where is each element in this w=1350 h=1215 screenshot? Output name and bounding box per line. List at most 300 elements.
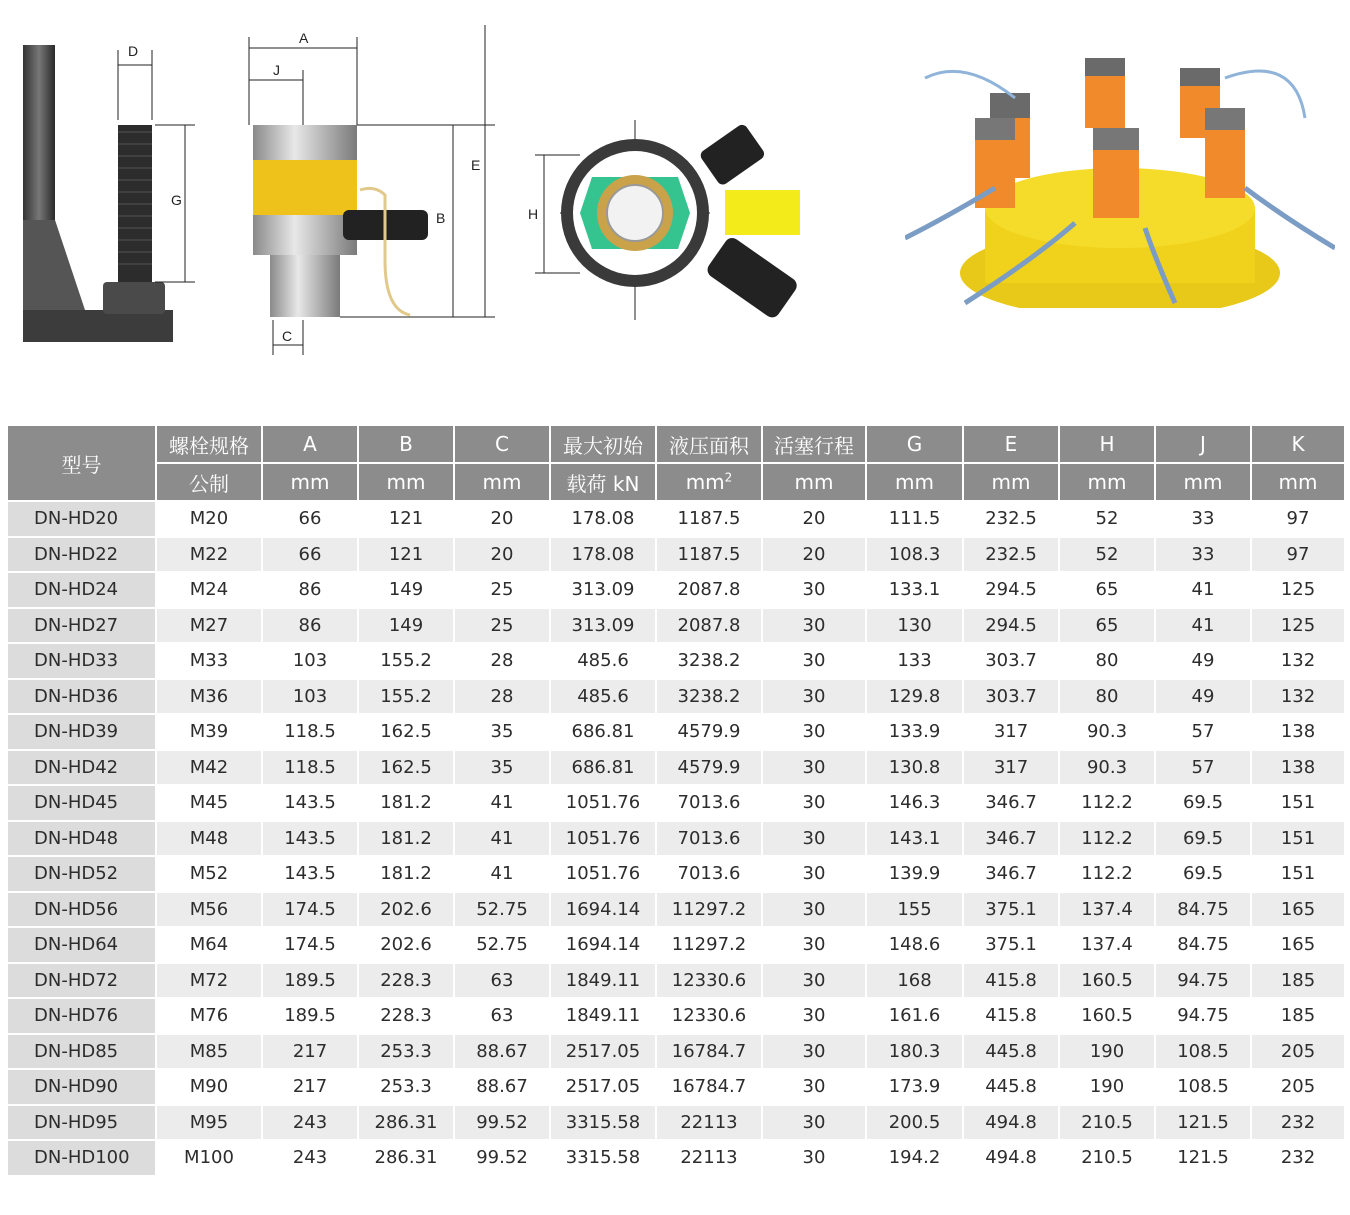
dim-label-c: C xyxy=(282,328,293,344)
table-cell: 86 xyxy=(262,572,358,608)
spec-table-body xyxy=(7,501,1345,1176)
table-cell: M24 xyxy=(156,572,262,608)
tensioner-side-figure xyxy=(235,15,515,360)
table-cell: M52 xyxy=(156,856,262,892)
table-cell: 41 xyxy=(1155,572,1251,608)
table-row xyxy=(7,856,1345,892)
header-unit-cell: 载荷 kN xyxy=(550,463,656,501)
table-cell: 189.5 xyxy=(262,963,358,999)
table-cell: 57 xyxy=(1155,714,1251,750)
header-cell: J xyxy=(1155,425,1251,463)
table-cell: 139.9 xyxy=(866,856,963,892)
bolt-dimension-figure xyxy=(15,20,225,370)
table-cell: 346.7 xyxy=(963,856,1059,892)
table-cell: 228.3 xyxy=(358,963,454,999)
table-cell: 84.75 xyxy=(1155,927,1251,963)
table-cell: 173.9 xyxy=(866,1069,963,1105)
table-row xyxy=(7,1069,1345,1105)
table-cell: 16784.7 xyxy=(656,1069,762,1105)
table-cell: 303.7 xyxy=(963,679,1059,715)
table-cell: 210.5 xyxy=(1059,1105,1155,1141)
table-cell: 112.2 xyxy=(1059,821,1155,857)
table-cell: 232 xyxy=(1251,1105,1345,1141)
table-row xyxy=(7,821,1345,857)
table-cell: 2087.8 xyxy=(656,572,762,608)
table-cell: 103 xyxy=(262,643,358,679)
model-cell: DN-HD100 xyxy=(7,1140,156,1176)
table-cell: 494.8 xyxy=(963,1140,1059,1176)
model-cell: DN-HD76 xyxy=(7,998,156,1034)
table-cell: 80 xyxy=(1059,679,1155,715)
table-cell: 243 xyxy=(262,1140,358,1176)
table-cell: 11297.2 xyxy=(656,927,762,963)
table-cell: 155 xyxy=(866,892,963,928)
header-unit-cell: mm xyxy=(1251,463,1345,501)
table-cell: 112.2 xyxy=(1059,856,1155,892)
table-cell: 161.6 xyxy=(866,998,963,1034)
table-row xyxy=(7,785,1345,821)
table-cell: 30 xyxy=(762,714,866,750)
table-cell: 4579.9 xyxy=(656,714,762,750)
table-cell: 49 xyxy=(1155,643,1251,679)
header-unit-cell: 公制 xyxy=(156,463,262,501)
table-cell: 99.52 xyxy=(454,1140,550,1176)
table-cell: 151 xyxy=(1251,856,1345,892)
table-cell: 1849.11 xyxy=(550,963,656,999)
table-cell: 30 xyxy=(762,608,866,644)
model-cell: DN-HD22 xyxy=(7,537,156,573)
table-row xyxy=(7,1034,1345,1070)
model-cell: DN-HD56 xyxy=(7,892,156,928)
table-cell: 143.5 xyxy=(262,785,358,821)
table-cell: 41 xyxy=(454,821,550,857)
table-row xyxy=(7,892,1345,928)
table-cell: 174.5 xyxy=(262,892,358,928)
table-cell: 165 xyxy=(1251,927,1345,963)
table-cell: 4579.9 xyxy=(656,750,762,786)
table-cell: 22113 xyxy=(656,1140,762,1176)
header-cell: A xyxy=(262,425,358,463)
table-cell: 445.8 xyxy=(963,1034,1059,1070)
table-cell: 121.5 xyxy=(1155,1140,1251,1176)
table-cell: 294.5 xyxy=(963,608,1059,644)
table-cell: 41 xyxy=(454,856,550,892)
table-cell: 137.4 xyxy=(1059,892,1155,928)
table-cell: 162.5 xyxy=(358,714,454,750)
header-cell: B xyxy=(358,425,454,463)
table-cell: 243 xyxy=(262,1105,358,1141)
table-row xyxy=(7,998,1345,1034)
table-cell: 33 xyxy=(1155,501,1251,537)
table-cell: 112.2 xyxy=(1059,785,1155,821)
table-cell: 2087.8 xyxy=(656,608,762,644)
header-cell: H xyxy=(1059,425,1155,463)
table-cell: 69.5 xyxy=(1155,821,1251,857)
table-cell: M90 xyxy=(156,1069,262,1105)
table-row xyxy=(7,572,1345,608)
table-cell: 108.5 xyxy=(1155,1069,1251,1105)
table-cell: 317 xyxy=(963,714,1059,750)
table-cell: 313.09 xyxy=(550,608,656,644)
model-cell: DN-HD72 xyxy=(7,963,156,999)
table-cell: 1051.76 xyxy=(550,821,656,857)
table-cell: 97 xyxy=(1251,501,1345,537)
table-cell: 111.5 xyxy=(866,501,963,537)
spec-table xyxy=(6,424,1346,1177)
table-cell: 149 xyxy=(358,608,454,644)
table-cell: M42 xyxy=(156,750,262,786)
table-cell: 35 xyxy=(454,714,550,750)
table-cell: 11297.2 xyxy=(656,892,762,928)
table-cell: 86 xyxy=(262,608,358,644)
table-cell: 49 xyxy=(1155,679,1251,715)
table-cell: 7013.6 xyxy=(656,821,762,857)
table-cell: 181.2 xyxy=(358,856,454,892)
table-cell: 151 xyxy=(1251,821,1345,857)
table-cell: 160.5 xyxy=(1059,998,1155,1034)
table-cell: 138 xyxy=(1251,714,1345,750)
header-cell: G xyxy=(866,425,963,463)
table-cell: 12330.6 xyxy=(656,963,762,999)
table-cell: 217 xyxy=(262,1069,358,1105)
dim-label-g: G xyxy=(171,192,182,208)
table-cell: 65 xyxy=(1059,608,1155,644)
table-cell: 66 xyxy=(262,537,358,573)
table-cell: 30 xyxy=(762,785,866,821)
header-row-2 xyxy=(7,463,1345,501)
table-cell: 317 xyxy=(963,750,1059,786)
table-cell: M95 xyxy=(156,1105,262,1141)
header-unit-cell: mm xyxy=(963,463,1059,501)
table-cell: 121.5 xyxy=(1155,1105,1251,1141)
table-cell: 168 xyxy=(866,963,963,999)
table-cell: 174.5 xyxy=(262,927,358,963)
table-cell: 185 xyxy=(1251,963,1345,999)
table-cell: 52 xyxy=(1059,501,1155,537)
table-row xyxy=(7,643,1345,679)
dim-label-h: H xyxy=(528,206,539,222)
table-cell: 28 xyxy=(454,643,550,679)
table-cell: 232.5 xyxy=(963,537,1059,573)
table-cell: M64 xyxy=(156,927,262,963)
table-cell: 445.8 xyxy=(963,1069,1059,1105)
table-cell: 148.6 xyxy=(866,927,963,963)
header-cell: 螺栓规格 xyxy=(156,425,262,463)
table-cell: 286.31 xyxy=(358,1105,454,1141)
table-cell: 228.3 xyxy=(358,998,454,1034)
table-cell: M45 xyxy=(156,785,262,821)
table-cell: 143.5 xyxy=(262,856,358,892)
table-cell: 57 xyxy=(1155,750,1251,786)
table-cell: 65 xyxy=(1059,572,1155,608)
area-unit: mm xyxy=(685,470,725,494)
table-cell: M85 xyxy=(156,1034,262,1070)
table-cell: 375.1 xyxy=(963,892,1059,928)
table-cell: 125 xyxy=(1251,572,1345,608)
table-row xyxy=(7,608,1345,644)
table-cell: 1694.14 xyxy=(550,892,656,928)
table-cell: 180.3 xyxy=(866,1034,963,1070)
table-cell: 130.8 xyxy=(866,750,963,786)
table-cell: 1694.14 xyxy=(550,927,656,963)
table-cell: 118.5 xyxy=(262,750,358,786)
table-cell: 151 xyxy=(1251,785,1345,821)
table-cell: 16784.7 xyxy=(656,1034,762,1070)
table-cell: 138 xyxy=(1251,750,1345,786)
table-cell: 30 xyxy=(762,750,866,786)
table-cell: 189.5 xyxy=(262,998,358,1034)
table-cell: 121 xyxy=(358,537,454,573)
table-cell: M56 xyxy=(156,892,262,928)
table-cell: 30 xyxy=(762,856,866,892)
model-cell: DN-HD52 xyxy=(7,856,156,892)
model-cell: DN-HD27 xyxy=(7,608,156,644)
model-cell: DN-HD36 xyxy=(7,679,156,715)
table-cell: 303.7 xyxy=(963,643,1059,679)
table-cell: 155.2 xyxy=(358,643,454,679)
table-cell: 108.5 xyxy=(1155,1034,1251,1070)
table-cell: 165 xyxy=(1251,892,1345,928)
table-cell: 190 xyxy=(1059,1034,1155,1070)
table-cell: 52 xyxy=(1059,537,1155,573)
table-cell: 118.5 xyxy=(262,714,358,750)
model-cell: DN-HD33 xyxy=(7,643,156,679)
table-cell: 103 xyxy=(262,679,358,715)
table-cell: 133 xyxy=(866,643,963,679)
header-row-1 xyxy=(7,425,1345,463)
header-unit-cell: mm xyxy=(454,463,550,501)
table-cell: M100 xyxy=(156,1140,262,1176)
model-cell: DN-HD42 xyxy=(7,750,156,786)
table-cell: 202.6 xyxy=(358,892,454,928)
table-cell: 146.3 xyxy=(866,785,963,821)
table-cell: 346.7 xyxy=(963,785,1059,821)
table-cell: 52.75 xyxy=(454,927,550,963)
header-cell: K xyxy=(1251,425,1345,463)
table-cell: 294.5 xyxy=(963,572,1059,608)
figures-area xyxy=(0,0,1350,380)
table-cell: 129.8 xyxy=(866,679,963,715)
table-cell: 33 xyxy=(1155,537,1251,573)
table-cell: 7013.6 xyxy=(656,856,762,892)
table-cell: 66 xyxy=(262,501,358,537)
header-unit-cell: mm xyxy=(866,463,963,501)
table-cell: 178.08 xyxy=(550,537,656,573)
table-cell: 30 xyxy=(762,1105,866,1141)
table-cell: 94.75 xyxy=(1155,998,1251,1034)
table-cell: 181.2 xyxy=(358,821,454,857)
header-cell: E xyxy=(963,425,1059,463)
table-cell: 30 xyxy=(762,1140,866,1176)
model-cell: DN-HD64 xyxy=(7,927,156,963)
table-cell: 132 xyxy=(1251,643,1345,679)
table-cell: 7013.6 xyxy=(656,785,762,821)
table-cell: 485.6 xyxy=(550,679,656,715)
table-cell: 375.1 xyxy=(963,927,1059,963)
dim-label-e: E xyxy=(471,157,481,173)
header-unit-cell: mm xyxy=(262,463,358,501)
header-cell: C xyxy=(454,425,550,463)
table-cell: 415.8 xyxy=(963,963,1059,999)
table-cell: 686.81 xyxy=(550,750,656,786)
table-cell: 52.75 xyxy=(454,892,550,928)
table-cell: 155.2 xyxy=(358,679,454,715)
table-row xyxy=(7,963,1345,999)
table-cell: 210.5 xyxy=(1059,1140,1155,1176)
model-cell: DN-HD39 xyxy=(7,714,156,750)
table-cell: 97 xyxy=(1251,537,1345,573)
table-cell: 1187.5 xyxy=(656,501,762,537)
table-cell: 28 xyxy=(454,679,550,715)
flange-tensioners-photo xyxy=(905,58,1335,308)
table-cell: 1051.76 xyxy=(550,856,656,892)
table-cell: 30 xyxy=(762,572,866,608)
table-cell: 94.75 xyxy=(1155,963,1251,999)
table-cell: 63 xyxy=(454,998,550,1034)
table-cell: 3238.2 xyxy=(656,643,762,679)
table-cell: 253.3 xyxy=(358,1069,454,1105)
header-unit-cell: mm xyxy=(762,463,866,501)
table-row xyxy=(7,501,1345,537)
model-cell: DN-HD45 xyxy=(7,785,156,821)
table-cell: M76 xyxy=(156,998,262,1034)
tensioner-top-figure xyxy=(520,115,820,355)
table-cell: 90.3 xyxy=(1059,714,1155,750)
table-cell: 20 xyxy=(762,537,866,573)
table-cell: 25 xyxy=(454,572,550,608)
table-cell: 200.5 xyxy=(866,1105,963,1141)
header-unit-cell xyxy=(656,463,762,501)
header-model: 型号 xyxy=(7,425,156,501)
table-cell: 132 xyxy=(1251,679,1345,715)
header-unit-cell: mm xyxy=(1059,463,1155,501)
table-cell: 149 xyxy=(358,572,454,608)
table-cell: 30 xyxy=(762,963,866,999)
table-cell: 2517.05 xyxy=(550,1069,656,1105)
dim-label-a: A xyxy=(299,30,309,46)
dim-label-j: J xyxy=(273,62,280,78)
table-cell: 232.5 xyxy=(963,501,1059,537)
table-cell: 485.6 xyxy=(550,643,656,679)
table-cell: 30 xyxy=(762,892,866,928)
table-row xyxy=(7,537,1345,573)
table-cell: 205 xyxy=(1251,1069,1345,1105)
table-cell: 69.5 xyxy=(1155,856,1251,892)
table-cell: 133.1 xyxy=(866,572,963,608)
table-cell: 232 xyxy=(1251,1140,1345,1176)
table-cell: 41 xyxy=(1155,608,1251,644)
model-cell: DN-HD85 xyxy=(7,1034,156,1070)
area-unit-exponent: 2 xyxy=(724,470,733,485)
table-cell: 205 xyxy=(1251,1034,1345,1070)
table-row xyxy=(7,1140,1345,1176)
header-cell: 活塞行程 xyxy=(762,425,866,463)
table-row xyxy=(7,679,1345,715)
table-cell: 686.81 xyxy=(550,714,656,750)
table-row xyxy=(7,1105,1345,1141)
table-cell: 137.4 xyxy=(1059,927,1155,963)
table-cell: 162.5 xyxy=(358,750,454,786)
dim-label-d: D xyxy=(128,43,139,59)
model-cell: DN-HD24 xyxy=(7,572,156,608)
table-cell: 1051.76 xyxy=(550,785,656,821)
table-cell: 30 xyxy=(762,643,866,679)
table-row xyxy=(7,927,1345,963)
table-row xyxy=(7,714,1345,750)
table-cell: 35 xyxy=(454,750,550,786)
model-cell: DN-HD90 xyxy=(7,1069,156,1105)
header-cell: 最大初始 xyxy=(550,425,656,463)
table-cell: 3315.58 xyxy=(550,1140,656,1176)
table-cell: 190 xyxy=(1059,1069,1155,1105)
table-cell: 20 xyxy=(454,537,550,573)
table-cell: 88.67 xyxy=(454,1034,550,1070)
table-cell: 99.52 xyxy=(454,1105,550,1141)
header-unit-cell: mm xyxy=(358,463,454,501)
table-cell: 3315.58 xyxy=(550,1105,656,1141)
table-cell: M27 xyxy=(156,608,262,644)
table-cell: M20 xyxy=(156,501,262,537)
table-cell: 30 xyxy=(762,821,866,857)
table-cell: 2517.05 xyxy=(550,1034,656,1070)
table-cell: 63 xyxy=(454,963,550,999)
table-row xyxy=(7,750,1345,786)
table-cell: 494.8 xyxy=(963,1105,1059,1141)
table-cell: 20 xyxy=(762,501,866,537)
table-cell: 108.3 xyxy=(866,537,963,573)
table-cell: 84.75 xyxy=(1155,892,1251,928)
table-cell: 313.09 xyxy=(550,572,656,608)
table-cell: 30 xyxy=(762,927,866,963)
header-cell: 液压面积 xyxy=(656,425,762,463)
table-cell: 133.9 xyxy=(866,714,963,750)
table-cell: 22113 xyxy=(656,1105,762,1141)
table-cell: M36 xyxy=(156,679,262,715)
table-cell: 121 xyxy=(358,501,454,537)
header-unit-cell: mm xyxy=(1155,463,1251,501)
table-cell: M48 xyxy=(156,821,262,857)
table-cell: 30 xyxy=(762,998,866,1034)
table-cell: 1849.11 xyxy=(550,998,656,1034)
table-cell: M33 xyxy=(156,643,262,679)
table-cell: 90.3 xyxy=(1059,750,1155,786)
table-cell: 88.67 xyxy=(454,1069,550,1105)
table-cell: 41 xyxy=(454,785,550,821)
table-cell: M39 xyxy=(156,714,262,750)
table-cell: 185 xyxy=(1251,998,1345,1034)
table-cell: 3238.2 xyxy=(656,679,762,715)
table-cell: 69.5 xyxy=(1155,785,1251,821)
table-cell: 30 xyxy=(762,679,866,715)
table-cell: M72 xyxy=(156,963,262,999)
table-cell: 160.5 xyxy=(1059,963,1155,999)
table-cell: 125 xyxy=(1251,608,1345,644)
table-cell: 130 xyxy=(866,608,963,644)
model-cell: DN-HD48 xyxy=(7,821,156,857)
table-cell: 194.2 xyxy=(866,1140,963,1176)
table-cell: 1187.5 xyxy=(656,537,762,573)
table-cell: 346.7 xyxy=(963,821,1059,857)
table-cell: 12330.6 xyxy=(656,998,762,1034)
table-cell: 253.3 xyxy=(358,1034,454,1070)
table-cell: 30 xyxy=(762,1069,866,1105)
table-cell: 143.5 xyxy=(262,821,358,857)
table-cell: 25 xyxy=(454,608,550,644)
model-cell: DN-HD95 xyxy=(7,1105,156,1141)
table-cell: 80 xyxy=(1059,643,1155,679)
table-cell: 20 xyxy=(454,501,550,537)
table-cell: M22 xyxy=(156,537,262,573)
